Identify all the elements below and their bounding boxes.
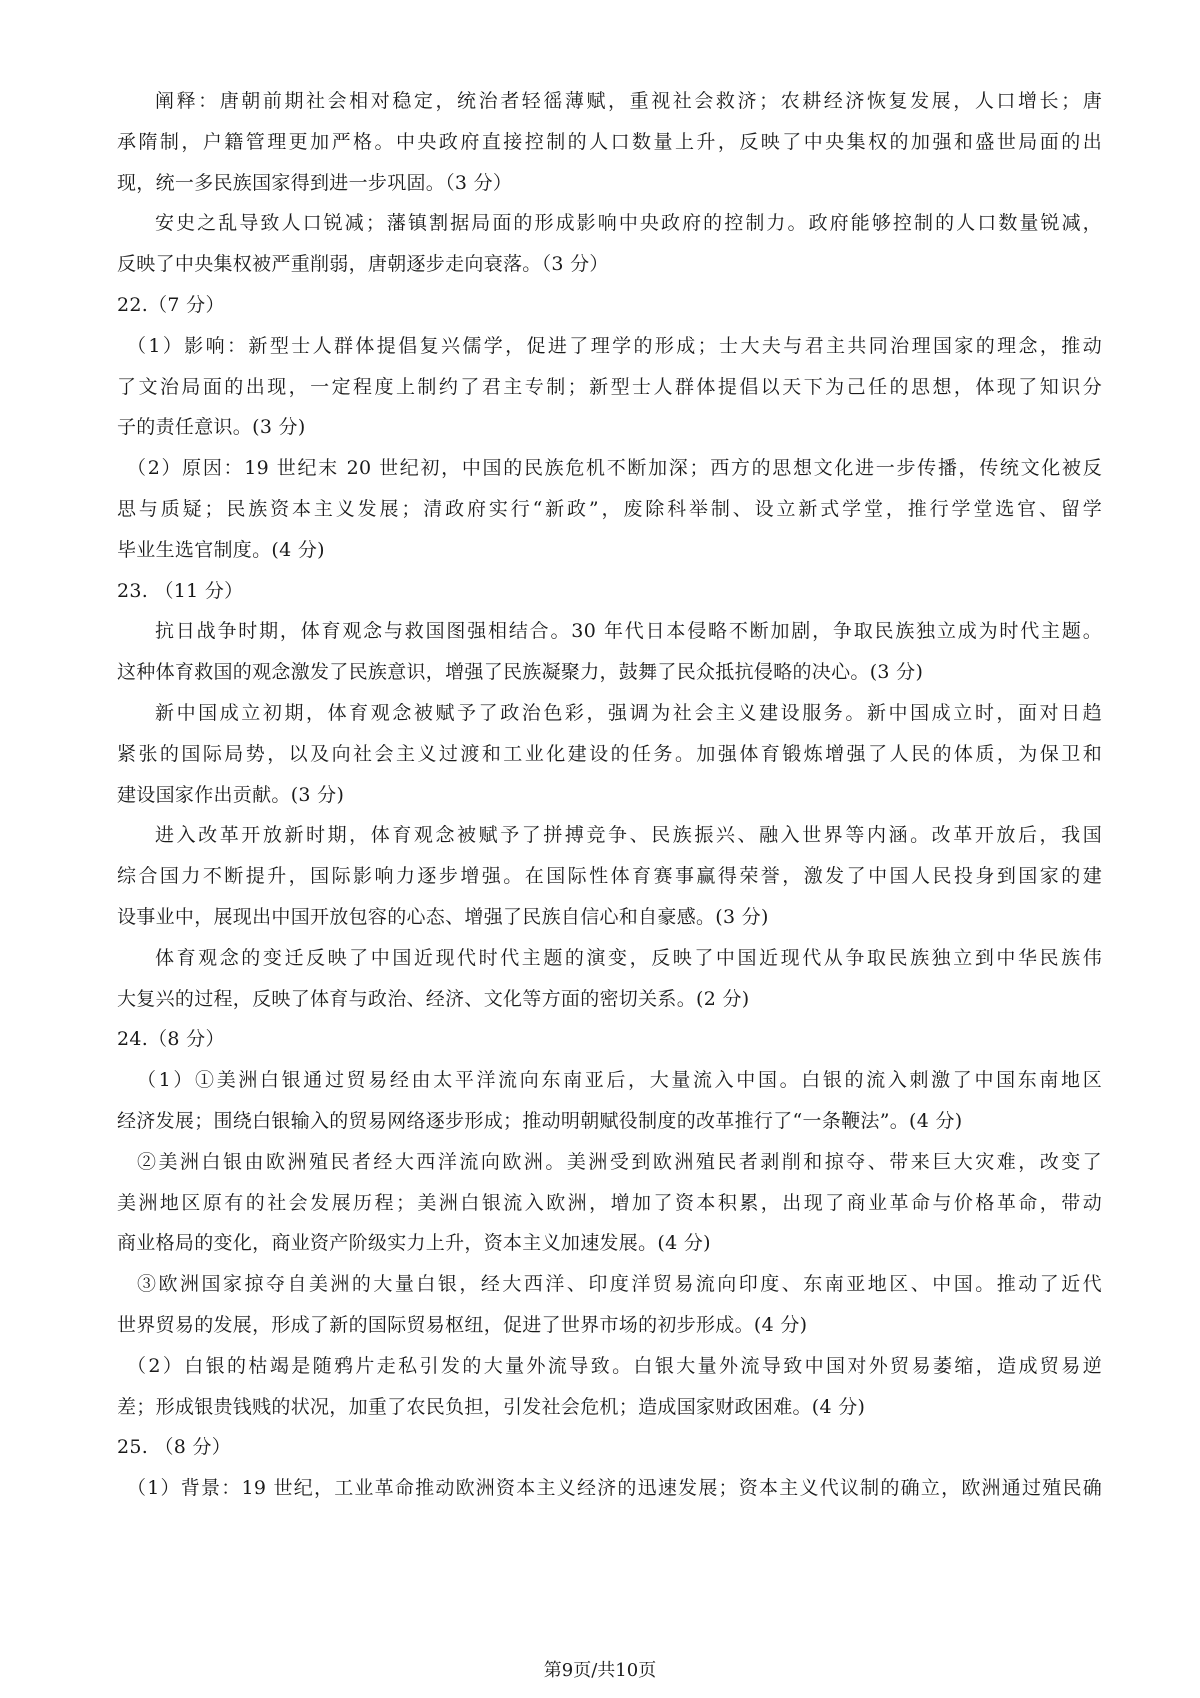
text-line: 体育观念的变迁反映了中国近现代时代主题的演变，反映了中国近现代从争取民族独立到中华民族伟 — [155, 946, 1102, 969]
text-line: （1）影响：新型士人群体提倡复兴儒学，促进了理学的形成；士大夫与君主共同治理国家的理念，推动 — [127, 334, 1102, 357]
text-line: 22.（7 分） — [117, 293, 225, 316]
text-line: 紧张的国际局势，以及向社会主义过渡和工业化建设的任务。加强体育锻炼增强了人民的体质，为保卫和 — [117, 742, 1102, 765]
text-line: 进入改革开放新时期，体育观念被赋予了拼搏竞争、民族振兴、融入世界等内涵。改革开放后，我国 — [155, 824, 1102, 847]
text-line: 美洲地区原有的社会发展历程；美洲白银流入欧洲，增加了资本积累，出现了商业革命与价格革命，带动 — [117, 1191, 1102, 1214]
text-line: 差；形成银贵钱贱的状况，加重了农民负担，引发社会危机；造成国家财政困难。(4 分) — [117, 1395, 866, 1418]
text-line: 综合国力不断提升，国际影响力逐步增强。在国际性体育赛事赢得荣誉，激发了中国人民投身到国家的建 — [117, 865, 1102, 888]
text-line: 商业格局的变化，商业资产阶级实力上升，资本主义加速发展。(4 分) — [117, 1232, 711, 1255]
text-line: 建设国家作出贡献。(3 分) — [117, 783, 345, 806]
text-line: 新中国成立初期，体育观念被赋予了政治色彩，强调为社会主义建设服务。新中国成立时，面对日趋 — [155, 701, 1102, 724]
text-line: 反映了中央集权被严重削弱，唐朝逐步走向衰落。（3 分） — [117, 253, 609, 276]
text-line: （1）①美洲白银通过贸易经由太平洋流向东南亚后，大量流入中国。白银的流入刺激了中国东南地区 — [137, 1069, 1102, 1092]
text-line: （2）原因：19 世纪末 20 世纪初，中国的民族危机不断加深；西方的思想文化进一步传播，传统文化被反 — [127, 457, 1102, 480]
text-line: ③欧洲国家掠夺自美洲的大量白银，经大西洋、印度洋贸易流向印度、东南亚地区、中国。推动了近代 — [137, 1273, 1102, 1296]
text-line: 这种体育救国的观念激发了民族意识，增强了民族凝聚力，鼓舞了民众抵抗侵略的决心。(3 分) — [117, 661, 924, 684]
text-line: 毕业生选官制度。(4 分) — [117, 538, 325, 561]
text-line: （1）背景：19 世纪，工业革命推动欧洲资本主义经济的迅速发展；资本主义代议制的确立，欧洲通过殖民确 — [127, 1477, 1102, 1500]
text-line: 设事业中，展现出中国开放包容的心态、增强了民族自信心和自豪感。(3 分) — [117, 905, 769, 928]
text-line: 23. （11 分） — [117, 579, 244, 602]
text-line: （2）白银的枯竭是随鸦片走私引发的大量外流导致。白银大量外流导致中国对外贸易萎缩，造成贸易逆 — [127, 1354, 1102, 1377]
text-line: 25. （8 分） — [117, 1436, 232, 1459]
text-line: 现，统一多民族国家得到进一步巩固。（3 分） — [117, 171, 513, 194]
text-line: 世界贸易的发展，形成了新的国际贸易枢纽，促进了世界市场的初步形成。(4 分) — [117, 1313, 808, 1336]
text-line: ②美洲白银由欧洲殖民者经大西洋流向欧洲。美洲受到欧洲殖民者剥削和掠夺、带来巨大灾难，改变了 — [137, 1150, 1102, 1173]
text-line: 阐释：唐朝前期社会相对稳定，统治者轻徭薄赋，重视社会救济；农耕经济恢复发展，人口增长；唐 — [155, 90, 1102, 112]
answer-text-body — [117, 81, 1102, 1509]
text-line: 了文治局面的出现，一定程度上制约了君主专制；新型士人群体提倡以天下为己任的思想，体现了知识分 — [117, 375, 1102, 398]
text-line: 承隋制，户籍管理更加严格。中央政府直接控制的人口数量上升，反映了中央集权的加强和盛世局面的出 — [117, 130, 1102, 153]
text-line: 子的责任意识。(3 分) — [117, 416, 306, 439]
text-line: 抗日战争时期，体育观念与救国图强相结合。30 年代日本侵略不断加剧，争取民族独立成为时代主题。 — [155, 620, 1102, 643]
text-line: 24.（8 分） — [117, 1028, 225, 1051]
text-line: 经济发展；围绕白银输入的贸易网络逐步形成；推动明朝赋役制度的改革推行了“一条鞭法”。(4 分) — [117, 1109, 963, 1132]
text-line: 大复兴的过程，反映了体育与政治、经济、文化等方面的密切关系。(2 分) — [117, 987, 750, 1010]
page-number: 第9页/共10页 — [543, 1660, 657, 1681]
text-line: 安史之乱导致人口锐减；藩镇割据局面的形成影响中央政府的控制力。政府能够控制的人口数量锐减， — [155, 212, 1102, 235]
text-line: 思与质疑；民族资本主义发展；清政府实行“新政”，废除科举制、设立新式学堂，推行学堂选官、留学 — [117, 497, 1102, 520]
